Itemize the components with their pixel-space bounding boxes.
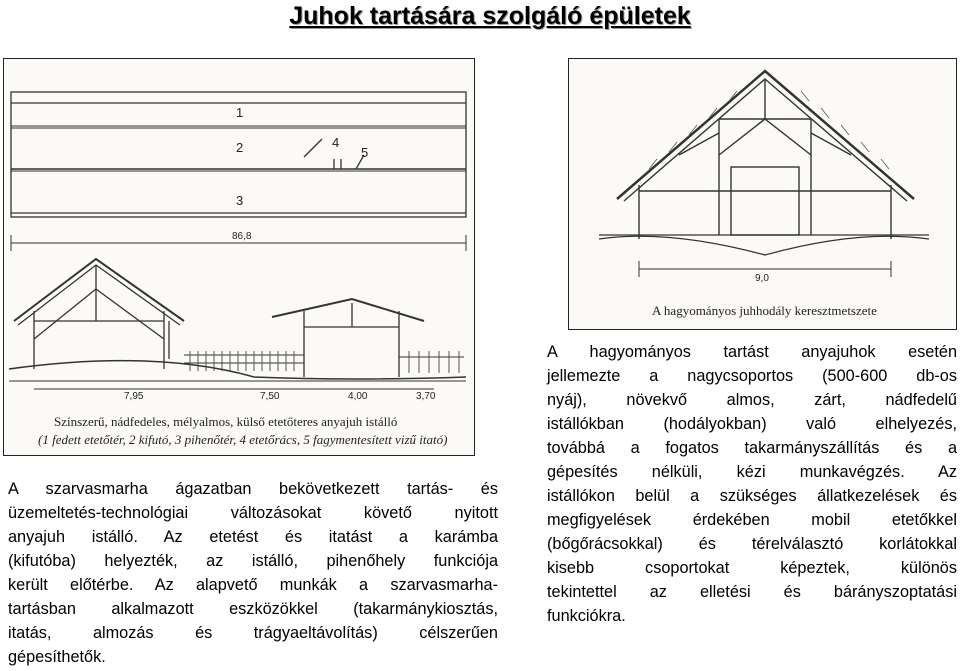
paragraph-right-line: jellemezte a nagycsoportos (500-600 db-os: [547, 367, 957, 385]
plan-label-4: 4: [332, 135, 340, 150]
cross-section: [9, 259, 466, 389]
paragraph-right-line: tekintettel az elletési és bárányszoptatási: [547, 583, 957, 601]
paragraph-right-line: megfigyelések érdekében mobil etetőkkel: [547, 511, 957, 529]
paragraph-left: [8, 477, 498, 669]
paragraph-left-line: (kifutóba) helyezték, az istálló, pihenőhely funkciója: [8, 552, 498, 570]
section-dimension-1: 7,95: [124, 391, 144, 402]
paragraph-right-line: továbbá a fogatos takarmányszállítás és a: [547, 439, 957, 457]
paragraph-right-line: istállókban (hodályokban) való elhelyezés,: [547, 415, 957, 433]
traditional-sheep-barn-section-figure: [568, 58, 957, 330]
paragraph-left-line: gépesíthetők.: [8, 648, 106, 666]
paragraph-left-line: A szarvasmarha ágazatban bekövetkezett tartás- és: [8, 480, 498, 498]
plan-label-5: 5: [361, 145, 369, 160]
section-dimension-2: 7,50: [260, 391, 280, 402]
plan-label-2: 2: [236, 140, 244, 155]
hodaly-dimension: 9,0: [755, 273, 769, 284]
hodaly-drawing: [569, 59, 956, 329]
paragraph-left-line: itatás, almozás és trágyaeltávolítás) célszerűen: [8, 624, 498, 642]
hodaly-section: [599, 71, 929, 277]
sheep-barn-plan-and-section-figure: [3, 58, 475, 456]
section-dimension-3: 4,00: [348, 391, 368, 402]
figure-left-legend: (1 fedett etetőtér, 2 kifutó, 3 pihenőtér, 4 etetőrács, 5 fagymentesített vizű itató): [38, 432, 448, 447]
paragraph-right-line: gépesítés nélküli, kézi munkavégzés. Az: [547, 463, 957, 481]
paragraph-right-line: kisebb csoportokat képeztek, különös: [547, 559, 957, 577]
figure-right-caption: A hagyományos juhhodály keresztmetszete: [652, 303, 877, 318]
paragraph-left-line: tartásban alkalmazott eszközökkel (takarmánykiosztás,: [8, 600, 498, 618]
paragraph-right-line: A hagyományos tartást anyajuhok esetén: [547, 343, 957, 361]
fence-pickets: [190, 351, 459, 373]
paragraph-left-line: került előtérbe. Az alapvető munkák a szarvasmarha-: [8, 576, 498, 594]
paragraph-left-line: üzemeltetés-technológiai változásokat követő nyitott: [8, 504, 498, 522]
thatch-hatching: [649, 91, 889, 169]
section-dimension-4: 3,70: [416, 391, 436, 402]
plan-dimension: 86,8: [232, 231, 252, 242]
paragraph-left-line: anyajuh istálló. Az etetést és itatást a karámba: [8, 528, 498, 546]
plan-label-1: 1: [236, 105, 244, 120]
paragraph-right-line: (bőgőrácsokkal) és térelválasztó korlátokkal: [547, 535, 957, 553]
figure-left-caption: Színszerű, nádfedeles, mélyalmos, külső etetőteres anyajuh istálló: [54, 414, 398, 429]
paragraph-right: [547, 340, 957, 628]
paragraph-right-line: istállókon belül a szükséges állatkezelések és: [547, 487, 957, 505]
page-title: Juhok tartására szolgáló épületek: [289, 2, 691, 30]
paragraph-right-line: nyáj), növekvő almos, zárt, nádfedelű: [547, 391, 957, 409]
paragraph-right-line: funkciókra.: [547, 607, 626, 625]
plan-label-3: 3: [236, 193, 244, 208]
